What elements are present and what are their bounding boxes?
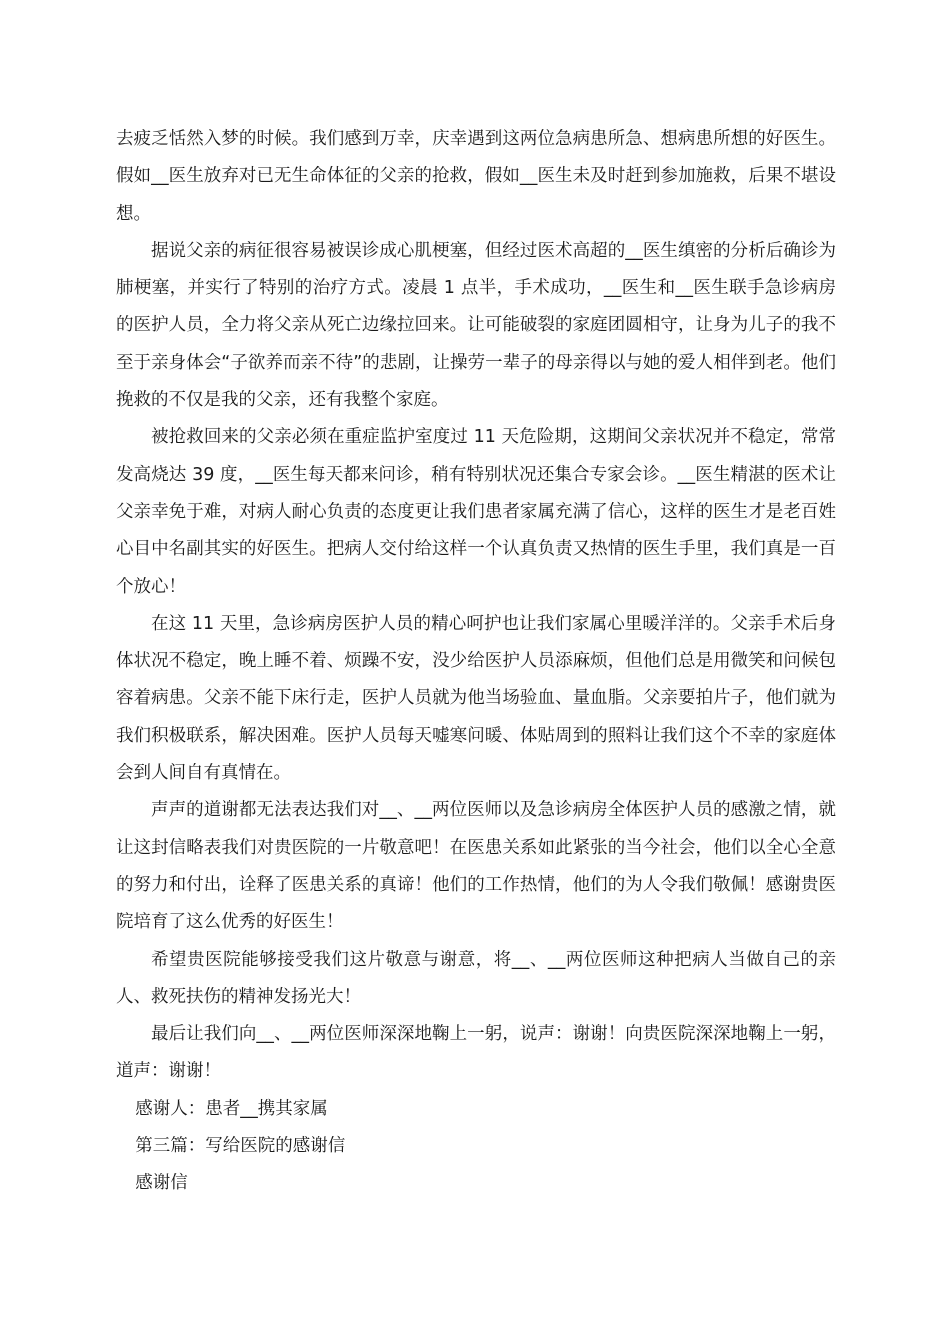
paragraph-gratitude: 声声的道谢都无法表达我们对__、__两位医师以及急诊病房全体医护人员的感激之情，就让这封信略表我们对贵医院的一片敬意吧！在医患关系如此紧张的当今社会，他们以全心全意的努力和付出，诠释了医患关系的真谛！他们的工作热情，他们的为人令我们敬佩！感谢贵医院培育了这么优秀的好医生！ (116, 800, 836, 933)
signature-line: 感谢人：患者__携其家属 (135, 1098, 328, 1119)
letter-title: 感谢信 (135, 1173, 188, 1194)
paragraph-icu-stay: 被抢救回来的父亲必须在重症监护室度过 11 天危险期，这期间父亲状况并不稳定，常常发高烧达 39 度，__医生每天都来问诊，稍有特别状况还集合专家会诊。__医生精湛的医术让父亲幸免于难，对病人耐心负责的态度更让我们患者家属充满了信心，这样的医生才是老百姓心目中名副其实的好医生。把病人交付给这样一个认真负责又热情的医生手里，我们真是一百个放心！ (116, 427, 836, 597)
paragraph-closing: 最后让我们向__、__两位医师深深地鞠上一躬，说声：谢谢！向贵医院深深地鞠上一躬，道声：谢谢！ (116, 1024, 836, 1082)
paragraph-hope: 希望贵医院能够接受我们这片敬意与谢意，将__、__两位医师这种把病人当做自己的亲人、救死扶伤的精神发扬光大！ (116, 949, 836, 1007)
paragraph-nursing-care: 在这 11 天里，急诊病房医护人员的精心呵护也让我们家属心里暖洋洋的。父亲手术后身体状况不稳定，晚上睡不着、烦躁不安，没少给医护人员添麻烦，但他们总是用微笑和问候包容着病患。父亲不能下床行走，医护人员就为他当场验血、量血脂。父亲要拍片子，他们就为我们积极联系，解决困难。医护人员每天嘘寒问暖、体贴周到的照料让我们这个不幸的家庭体会到人间自有真情在。 (116, 613, 836, 784)
paragraph-continuation: 去疲乏恬然入梦的时候。我们感到万幸，庆幸遇到这两位急病患所急、想病患所想的好医生。假如__医生放弃对已无生命体征的父亲的抢救，假如__医生未及时赶到参加施救，后果不堪设想。 (116, 129, 836, 224)
document-body (116, 121, 836, 1203)
paragraph-diagnosis: 据说父亲的病征很容易被误诊成心肌梗塞，但经过医术高超的__医生缜密的分析后确诊为肺梗塞，并实行了特别的治疗方式。凌晨 1 点半，手术成功，__医生和__医生联手急诊病房的医护人员，全力将父亲从死亡边缘拉回来。让可能破裂的家庭团圆相守，让身为儿子的我不至于亲身体会“子欲养而亲不待”的悲剧，让操劳一辈子的母亲得以与她的爱人相伴到老。他们挽救的不仅是我的父亲，还有我整个家庭。 (116, 240, 836, 411)
section-heading: 第三篇：写给医院的感谢信 (135, 1136, 346, 1157)
